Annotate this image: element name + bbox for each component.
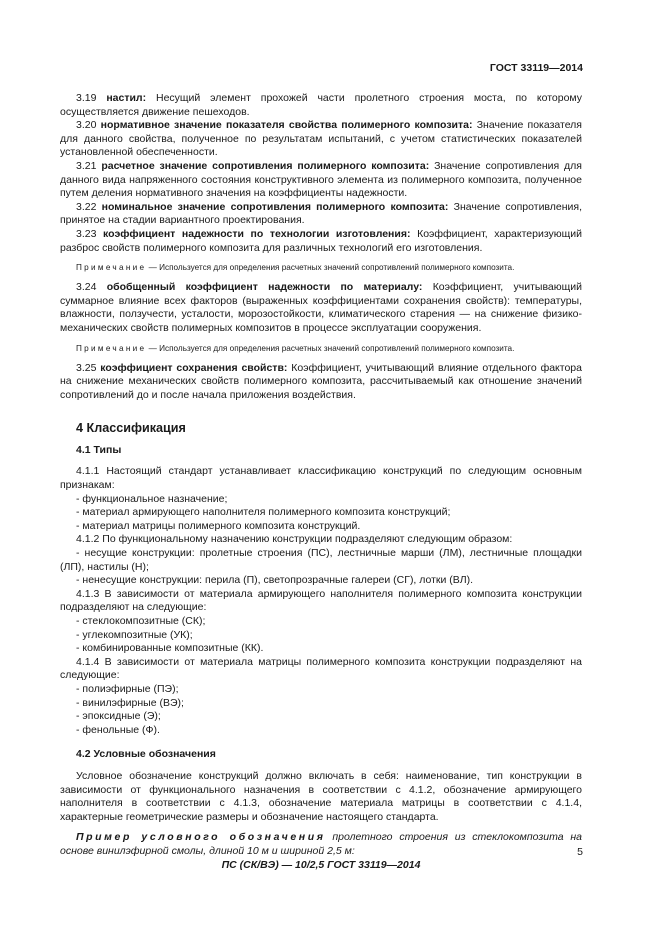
list-item: - ненесущие конструкции: перила (П), светопрозрачные галереи (СГ), лотки (ВЛ). bbox=[76, 574, 473, 587]
term-number: 3.22 bbox=[76, 200, 97, 213]
term-definition: Значение показателя для данного свойства, полученное по результатам испытаний, с учетом статистических показателей установленной обеспеченности. bbox=[60, 119, 582, 159]
term-number: 3.25 bbox=[76, 361, 97, 374]
term-number: 3.23 bbox=[76, 227, 97, 240]
term-number: 3.19 bbox=[76, 92, 97, 104]
page-content bbox=[60, 92, 582, 872]
term-definition: Значение сопротивления, принятое на стадии вариантного проектирования. bbox=[60, 200, 583, 227]
term-definition: Коэффициент, характеризующий разброс свойств полимерного композита для различных технологий его изготовления. bbox=[60, 227, 583, 254]
list-item: - комбинированные композитные (КК). bbox=[76, 642, 264, 655]
list-item: - углекомпозитные (УК); bbox=[76, 628, 193, 641]
note-text: Используется для определения расчетных значений сопротивлений полимерного композита. bbox=[159, 343, 515, 353]
term-3-20 bbox=[60, 119, 582, 160]
list-item: - фенольные (Ф). bbox=[76, 723, 160, 736]
note-1 bbox=[60, 262, 582, 273]
note-dash: — bbox=[146, 343, 160, 353]
list-item: - полиэфирные (ПЭ); bbox=[76, 682, 179, 695]
term-definition: Коэффициент, учитывающий влияние отдельного фактора на снижение механических свойств полимерного композита, рассчитываемый как отношение значений сопротивлений до и после начала приложения воздействия. bbox=[60, 361, 582, 401]
example bbox=[60, 831, 582, 858]
list-item: - несущие конструкции: пролетные строения (ПС), лестничные марши (ЛМ), лестничные площадки (ЛП), настилы (Н); bbox=[60, 547, 582, 573]
term-3-24 bbox=[60, 281, 582, 335]
term-number: 3.20 bbox=[76, 119, 97, 132]
note-2 bbox=[60, 343, 582, 354]
subsection-4-2-title: 4.2 Условные обозначения bbox=[76, 748, 216, 761]
subsection-4-1-title: 4.1 Типы bbox=[76, 443, 122, 456]
term-name: нормативное значение показателя свойства полимерного композита: bbox=[100, 119, 473, 132]
list-item: - функциональное назначение; bbox=[76, 492, 228, 505]
paragraph-4-1-4: 4.1.4 В зависимости от материала матрицы полимерного композита конструкции подразделяют на следующие: bbox=[60, 655, 582, 682]
example-label: Пример условного обозначения bbox=[76, 831, 326, 844]
term-definition: Значение сопротивления для данного вида напряженного состояния конструктивного элемента из полимерного композита, полученное путем деления нормативного значения на коэффициенты надежности. bbox=[60, 159, 582, 200]
term-name: коэффициент надежности по технологии изготовления: bbox=[103, 227, 411, 240]
standard-header: ГОСТ 33119—2014 bbox=[489, 62, 583, 74]
term-name: расчетное значение сопротивления полимерного композита: bbox=[101, 159, 430, 172]
list-item: - стеклокомпозитные (СК); bbox=[76, 615, 206, 627]
term-definition: Коэффициент, учитывающий суммарное влияние всех факторов (выраженных коэффициентами сохранения свойств): температуры, влажности, ползучести, усталости, морозостойкости, климатического старения — на снижение физико-механических свойств полимерных композитов в процессе эксплуатации сооружения. bbox=[60, 281, 582, 334]
term-name: коэффициент сохранения свойств: bbox=[100, 361, 288, 374]
note-text: Используется для определения расчетных значений сопротивлений полимерного композита. bbox=[159, 263, 515, 273]
example-formula: ПС (СК/ВЭ) — 10/2,5 ГОСТ 33119—2014 bbox=[221, 858, 421, 871]
paragraph-4-1-2: 4.1.2 По функциональному назначению конструкции подразделяют следующим образом: bbox=[76, 533, 513, 546]
paragraph-4-1-1: 4.1.1 Настоящий стандарт устанавливает классификацию конструкций по следующим основным признакам: bbox=[60, 465, 582, 492]
paragraph-4-2: Условное обозначение конструкций должно включать в себя: наименование, тип конструкции в зависимости от функционального назначения в соответствии с 4.1.2, обозначение армирующего наполнителя в соответствии с 4.1.3, обозначение материала матрицы в соответствии с 4.1.4, характерные геометрические размеры и обозначение настоящего стандарта. bbox=[60, 769, 582, 823]
term-number: 3.24 bbox=[76, 281, 97, 294]
list-item: - винилэфирные (ВЭ); bbox=[76, 696, 184, 709]
section-4-title: 4 Классификация bbox=[76, 421, 186, 436]
term-name: настил: bbox=[106, 92, 147, 104]
page-number: 5 bbox=[577, 846, 583, 858]
term-name: обобщенный коэффициент надежности по материалу: bbox=[106, 281, 423, 294]
paragraph-4-1-3: 4.1.3 В зависимости от материала армирующего наполнителя полимерного композита конструкции подразделяют на следующие: bbox=[60, 587, 582, 614]
list-item: - эпоксидные (Э); bbox=[76, 710, 161, 723]
example-text: пролетного строения из стеклокомпозита на основе винилэфирной смолы, длиной 10 м и шириной 2,5 м: bbox=[60, 831, 582, 857]
term-name: номинальное значение сопротивления полимерного композита: bbox=[101, 200, 449, 213]
term-definition: Несущий элемент прохожей части пролетного строения моста, по которому осуществляется движение пешеходов. bbox=[60, 92, 583, 118]
list-item: - материал матрицы полимерного композита конструкций. bbox=[76, 519, 361, 532]
note-dash: — bbox=[146, 263, 160, 273]
term-3-21 bbox=[60, 160, 582, 201]
note-label: Примечание bbox=[76, 343, 147, 353]
term-3-19 bbox=[60, 92, 582, 119]
term-3-25 bbox=[60, 362, 582, 403]
term-number: 3.21 bbox=[76, 159, 97, 172]
term-3-23 bbox=[60, 228, 582, 255]
list-item: - материал армирующего наполнителя полимерного композита конструкций; bbox=[76, 506, 451, 519]
note-label: Примечание bbox=[76, 263, 147, 273]
term-3-22 bbox=[60, 201, 582, 228]
